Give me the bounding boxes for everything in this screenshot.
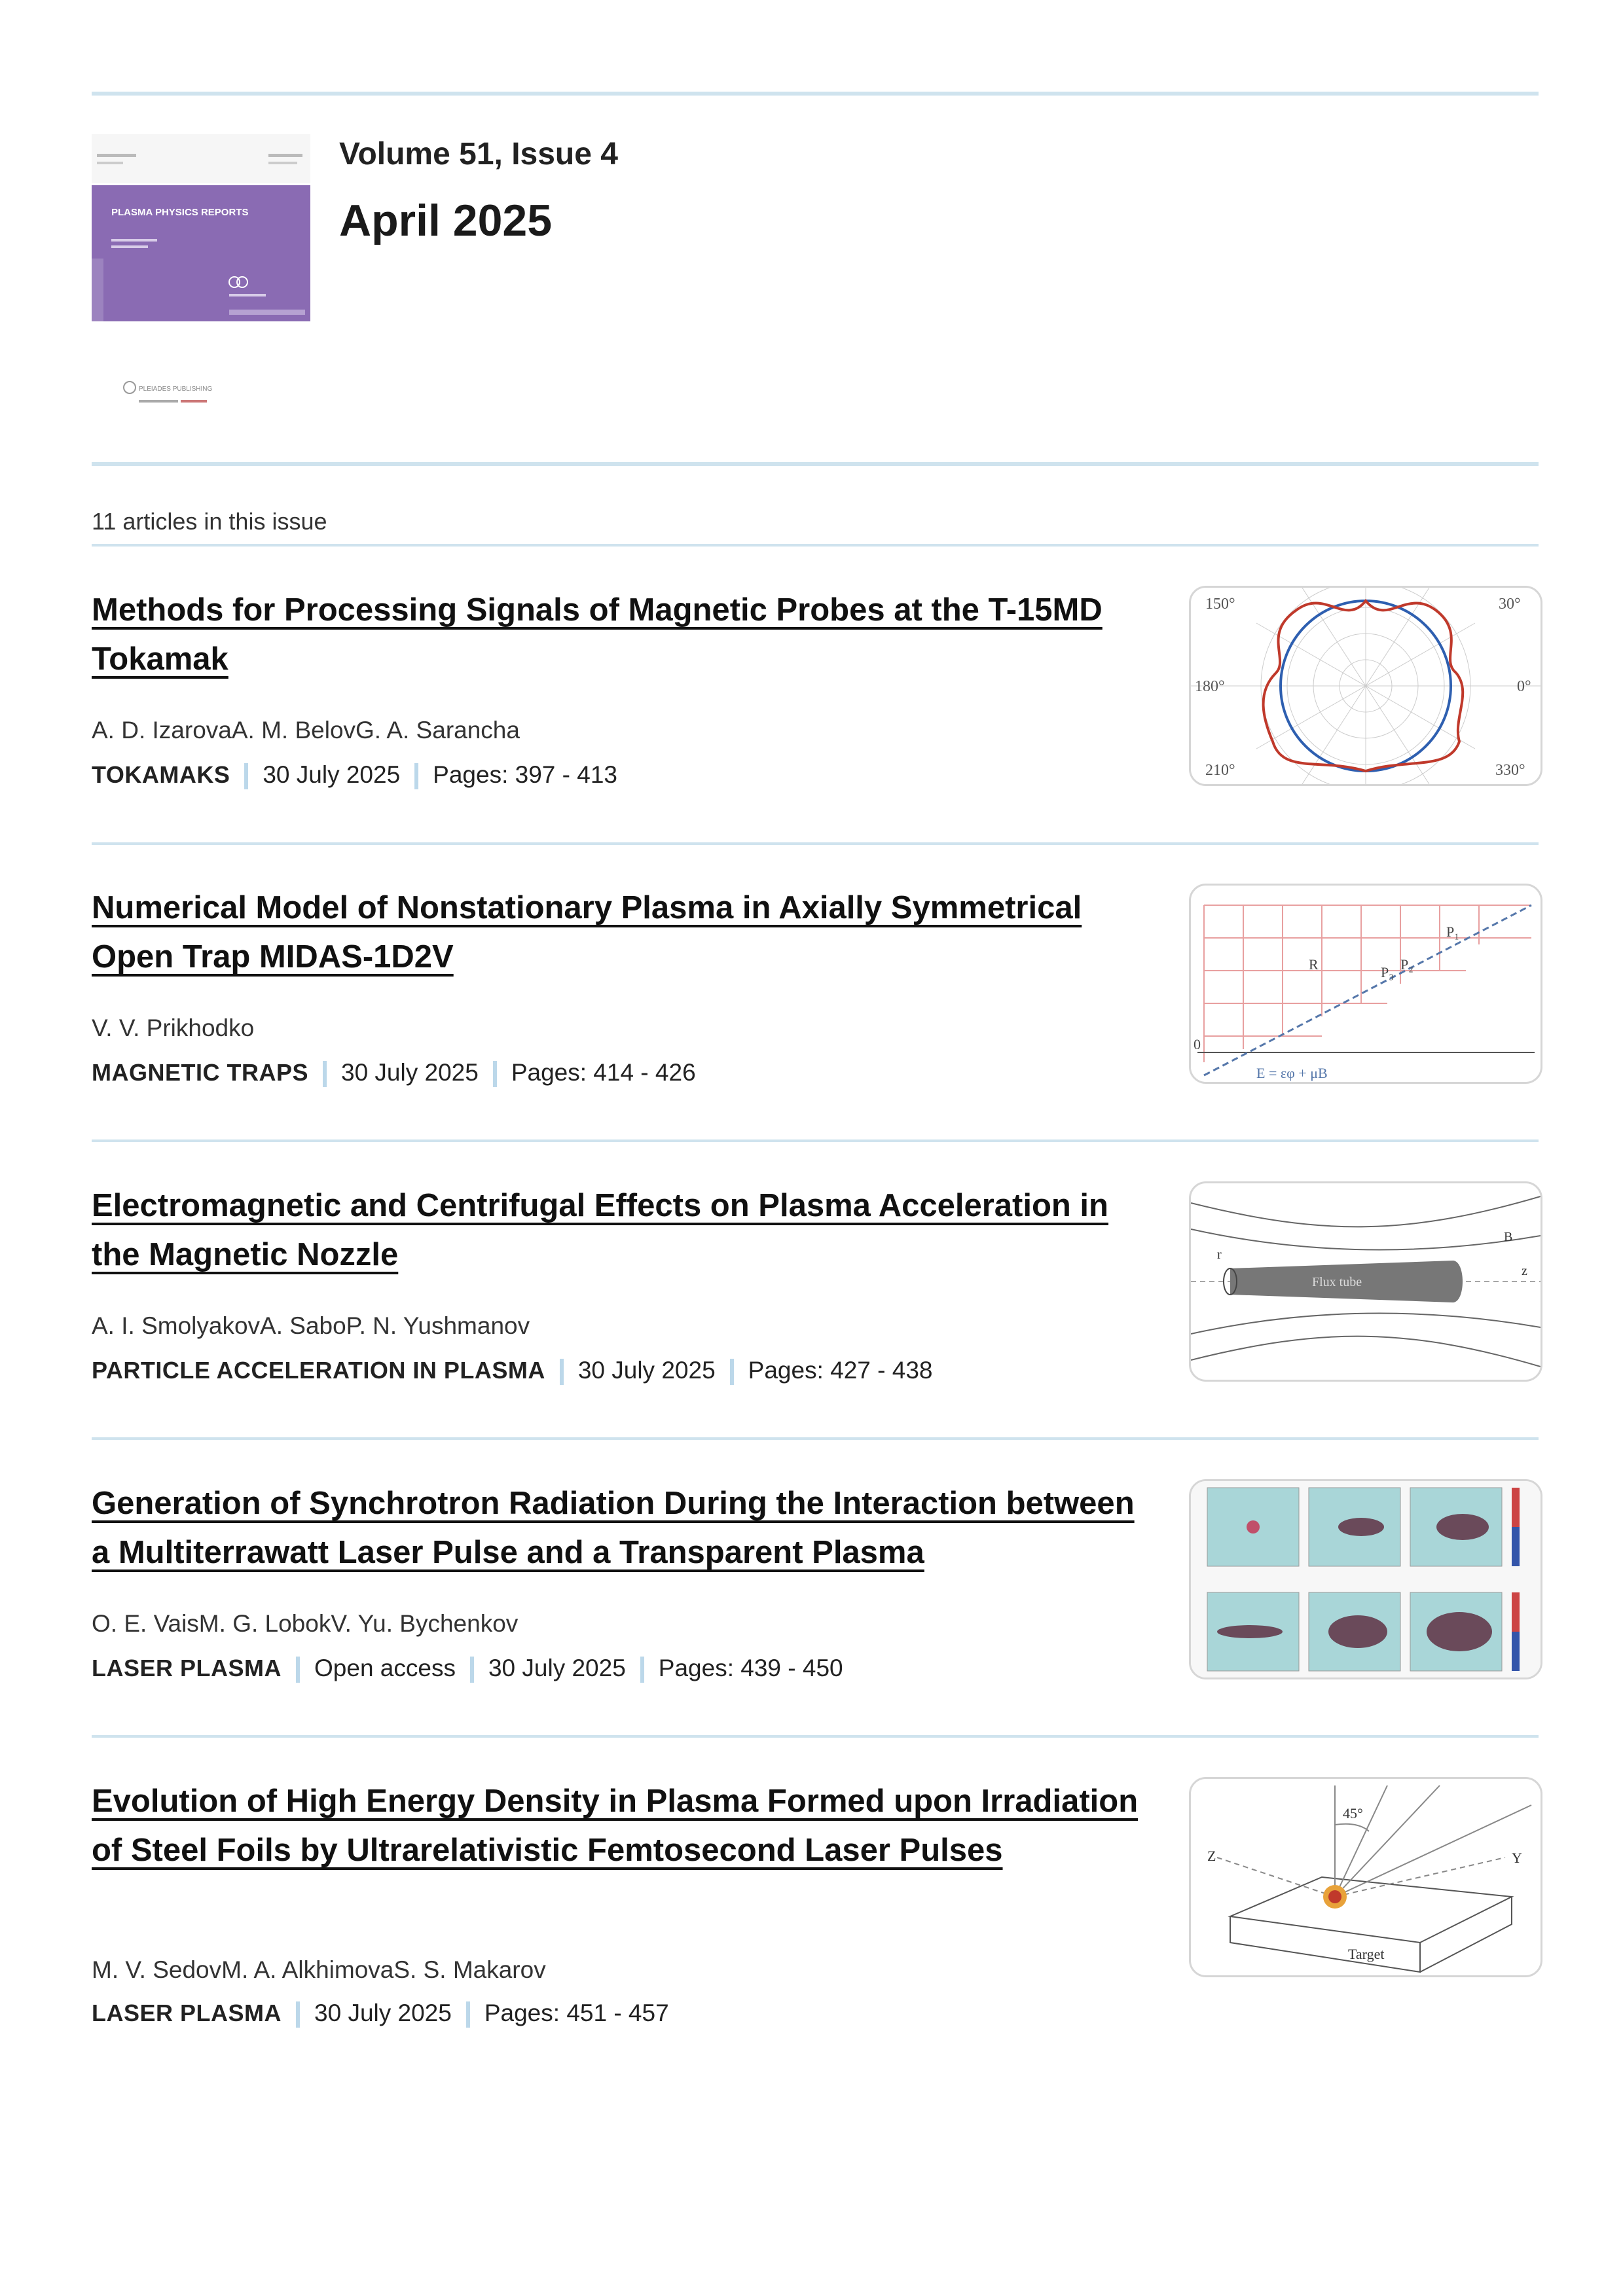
article-authors: A. I. SmolyakovA. SaboP. N. Yushmanov	[92, 1312, 530, 1339]
article-meta	[92, 1655, 843, 1683]
polar-label-210: 210°	[1205, 762, 1235, 779]
article-pages: Pages: 451 - 457	[484, 2000, 669, 2026]
meta-separator	[296, 2001, 300, 2028]
target-label-target: Target	[1348, 1946, 1385, 1962]
article-authors: V. V. Prikhodko	[92, 1014, 255, 1041]
diagram-label-p3: P₃	[1381, 964, 1394, 980]
article-title	[92, 586, 1139, 684]
list-top-divider	[92, 544, 1539, 547]
diagram-label-origin: 0	[1194, 1036, 1201, 1052]
meta-separator	[493, 1061, 497, 1087]
cover-journal-title: PLASMA PHYSICS REPORTS	[111, 207, 249, 218]
article-pages: Pages: 439 - 450	[658, 1655, 843, 1681]
article-title-link[interactable]: Electromagnetic and Centrifugal Effects on Plasma Acceleration in the Magnetic Nozzle	[92, 1188, 1108, 1272]
article-pages: Pages: 414 - 426	[511, 1059, 696, 1086]
article-category-link[interactable]: LASER PLASMA	[92, 2000, 282, 2026]
polar-label-0: 0°	[1517, 678, 1531, 695]
article-divider	[92, 1437, 1539, 1440]
article-title-link[interactable]: Evolution of High Energy Density in Plasma Formed upon Irradiation of Steel Foils by Ultrarelativistic Femtosecond Laser Pulses	[92, 1784, 1139, 1868]
polar-label-150: 150°	[1205, 596, 1235, 613]
diagram-label-p1: P₁	[1446, 924, 1459, 940]
simulation-panels-figure[interactable]	[1189, 1479, 1542, 1679]
nozzle-label-flux-tube: Flux tube	[1312, 1275, 1362, 1289]
article-authors: O. E. VaisM. G. LobokV. Yu. Bychenkov	[92, 1610, 519, 1637]
polar-label-30: 30°	[1499, 596, 1521, 613]
diagram-label-r: R	[1309, 956, 1319, 973]
article-meta	[92, 1059, 696, 1087]
article-title	[92, 884, 1139, 982]
article-date: 30 July 2025	[577, 1357, 716, 1384]
article-title-link[interactable]: Methods for Processing Signals of Magnetic Probes at the T-15MD Tokamak	[92, 592, 1103, 677]
article-category-link[interactable]: LASER PLASMA	[92, 1655, 282, 1681]
article-item	[92, 586, 1539, 802]
article-date: 30 July 2025	[341, 1059, 479, 1086]
article-category-link[interactable]: TOKAMAKS	[92, 761, 230, 788]
target-label-angle: 45°	[1343, 1805, 1363, 1821]
article-item	[92, 1181, 1539, 1397]
issue-date: April 2025	[339, 196, 553, 245]
article-title	[92, 1181, 1139, 1280]
meta-separator	[414, 763, 418, 789]
polar-label-330: 330°	[1495, 762, 1525, 779]
target-label-z: Z	[1207, 1848, 1216, 1864]
article-meta	[92, 1357, 932, 1385]
meta-separator	[560, 1359, 564, 1385]
article-category-link[interactable]: PARTICLE ACCELERATION IN PLASMA	[92, 1357, 545, 1384]
grid-diagram-figure[interactable]	[1189, 884, 1542, 1084]
meta-separator	[470, 1657, 474, 1683]
cover-publisher: PLEIADES PUBLISHING	[139, 386, 213, 393]
article-meta	[92, 761, 617, 789]
article-item	[92, 1479, 1539, 1695]
nozzle-diagram-figure[interactable]	[1189, 1181, 1542, 1382]
article-date: 30 July 2025	[488, 1655, 626, 1681]
header-top-divider	[92, 92, 1539, 96]
meta-separator	[466, 2001, 470, 2028]
open-access-badge: Open access	[314, 1655, 456, 1681]
issue-volume: Volume 51, Issue 4	[339, 137, 618, 171]
meta-separator	[730, 1359, 734, 1385]
article-meta	[92, 2000, 669, 2028]
meta-separator	[640, 1657, 644, 1683]
article-pages: Pages: 397 - 413	[433, 761, 617, 788]
meta-separator	[296, 1657, 300, 1683]
target-label-y: Y	[1512, 1850, 1522, 1866]
article-item	[92, 884, 1539, 1100]
meta-separator	[244, 763, 248, 789]
meta-separator	[323, 1061, 327, 1087]
journal-cover-image[interactable]	[92, 134, 310, 432]
article-divider	[92, 1139, 1539, 1142]
article-pages: Pages: 427 - 438	[748, 1357, 933, 1384]
article-date: 30 July 2025	[314, 2000, 452, 2026]
article-title-link[interactable]: Generation of Synchrotron Radiation During the Interaction between a Multiterrawatt Laser Pulse and a Transparent Plasma	[92, 1486, 1135, 1570]
article-divider	[92, 1735, 1539, 1738]
articles-count: 11 articles in this issue	[92, 508, 327, 535]
article-authors: A. D. IzarovaA. M. BelovG. A. Sarancha	[92, 717, 520, 744]
article-divider	[92, 842, 1539, 845]
nozzle-label-b: B	[1504, 1230, 1513, 1244]
polar-plot-figure[interactable]	[1189, 586, 1542, 786]
article-item	[92, 1777, 1539, 2039]
target-geometry-figure[interactable]	[1189, 1777, 1542, 1977]
article-category-link[interactable]: MAGNETIC TRAPS	[92, 1059, 308, 1086]
article-date: 30 July 2025	[263, 761, 401, 788]
diagram-label-equation: E = εφ + μB	[1256, 1065, 1328, 1081]
article-title	[92, 1479, 1139, 1577]
article-authors: M. V. SedovM. A. AlkhimovaS. S. Makarov	[92, 1956, 546, 1983]
nozzle-label-z: z	[1522, 1264, 1527, 1278]
article-title	[92, 1777, 1139, 1875]
header-bottom-divider	[92, 462, 1539, 466]
diagram-label-p2: P₂	[1400, 956, 1413, 973]
article-title-link[interactable]: Numerical Model of Nonstationary Plasma in Axially Symmetrical Open Trap MIDAS-1D2V	[92, 890, 1082, 975]
polar-label-180: 180°	[1195, 678, 1225, 695]
nozzle-label-r: r	[1217, 1247, 1222, 1262]
